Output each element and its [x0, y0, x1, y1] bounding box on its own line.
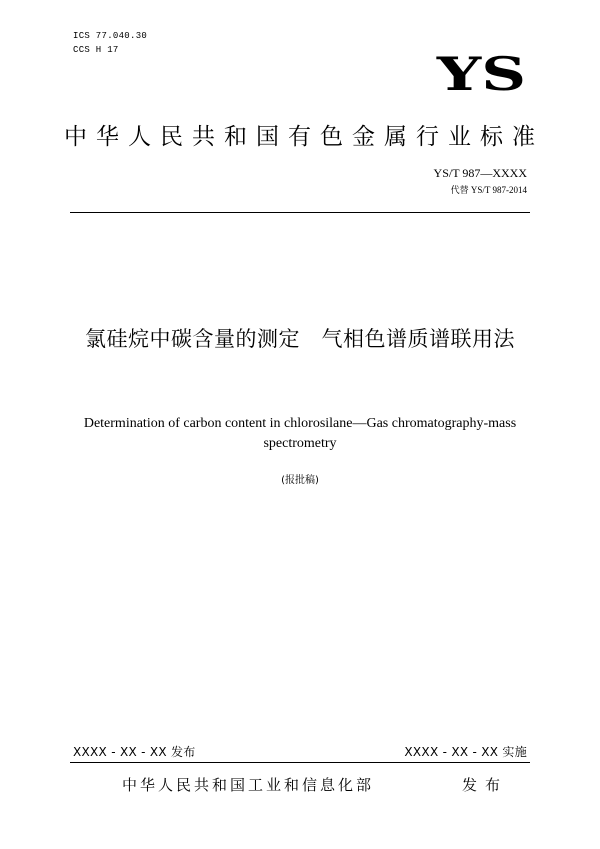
publish-date: XXXX - XX - XX 发布: [73, 745, 196, 759]
issue-label: 发布: [462, 776, 509, 794]
implement-date: XXXX - XX - XX 实施: [404, 745, 527, 759]
bottom-divider: [70, 762, 530, 763]
standard-category-title: 中华人民共和国有色金属行业标准: [64, 124, 544, 150]
ccs-code: CCS H 17: [73, 45, 119, 55]
ys-logo: YS: [436, 47, 526, 101]
issuing-authority: 中华人民共和国工业和信息化部: [122, 776, 375, 794]
replaces-standard: 代替 YS/T 987-2014: [450, 185, 527, 195]
document-title-english: Determination of carbon content in chlorosilane—Gas chromatography-mass spectrometry: [83, 416, 517, 451]
standard-number: YS/T 987—XXXX: [433, 166, 527, 180]
top-divider: [70, 212, 530, 213]
draft-stage: (报批稿): [281, 475, 319, 486]
document-title-chinese: 氯硅烷中碳含量的测定 气相色谱质谱联用法: [85, 327, 515, 351]
ics-code: ICS 77.040.30: [73, 31, 148, 41]
